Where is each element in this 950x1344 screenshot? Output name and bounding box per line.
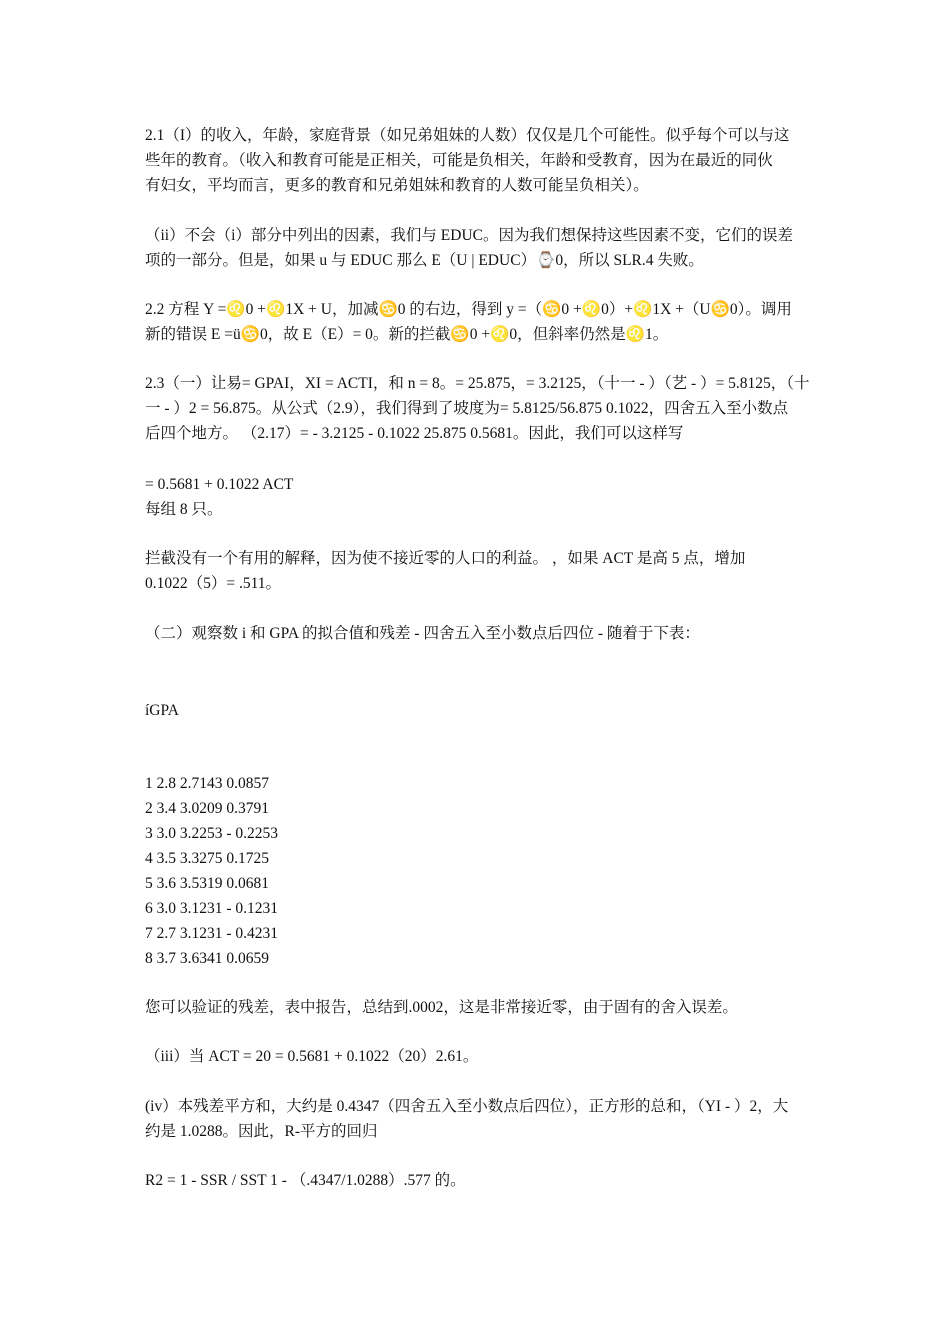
sample-size-line: 每组 8 只。	[145, 501, 223, 518]
para-2-2-line-1: 2.2 方程 Y =♌0 +♌1X + U，加减♋0 的右边，得到 y =（♋0 +♌0）+♌1X +（U♋0）。调用	[145, 301, 792, 318]
para-2-1-ii-line-2: 项的一部分。但是，如果 u 与 EDUC 那么 E（U | EDUC）⌚0，所以 SLR.4 失败。	[145, 252, 704, 269]
table-row: 6 3.0 3.1231 - 0.1231	[145, 900, 279, 917]
table-header: íGPA	[145, 702, 179, 719]
regression-equation: = 0.5681 + 0.1022 ACT	[145, 476, 294, 493]
intercept-line-2: 0.1022（5）= .511。	[145, 575, 282, 592]
intercept-line-1: 拦截没有一个有用的解释，因为使不接近零的人口的利益。 ，如果 ACT 是高 5 点，增加	[145, 550, 746, 567]
para-2-1-line-2: 些年的教育。（收入和教育可能是正相关，可能是负相关，年龄和受教育，因为在最近的同伙	[145, 152, 773, 169]
part-iv-line-1: (iv）本残差平方和，大约是 0.4347（四舍五入至小数点后四位），正方形的总和，（YI - ）2，大	[145, 1098, 789, 1115]
para-2-3-line-2: 一 - ）2 = 56.875。从公式（2.9），我们得到了坡度为= 5.8125/56.875 0.1022，四舍五入至小数点	[145, 400, 789, 417]
para-2-3-line-1: 2.3（一）让易= GPAI，XI = ACTI，和 n = 8。= 25.875，= 3.2125，（十一 - ）（艺 - ）= 5.8125，（十	[145, 375, 810, 392]
para-2-1-line-3: 有妇女，平均而言，更多的教育和兄弟姐妹和教育的人数可能呈负相关）。	[145, 177, 649, 194]
table-row: 4 3.5 3.3275 0.1725	[145, 850, 269, 867]
table-row: 1 2.8 2.7143 0.0857	[145, 775, 269, 792]
verify-residuals: 您可以验证的残差，表中报告，总结到.0002，这是非常接近零，由于固有的舍入误差。	[145, 999, 738, 1016]
r-squared-equation: R2 = 1 - SSR / SST 1 - （.4347/1.0288）.577 的。	[145, 1172, 466, 1189]
table-row: 3 3.0 3.2253 - 0.2253	[145, 825, 279, 842]
para-2-1-line-1: 2.1（I）的收入，年龄，家庭背景（如兄弟姐妹的人数）仅仅是几个可能性。似乎每个可以与这	[145, 127, 790, 144]
table-row: 7 2.7 3.1231 - 0.4231	[145, 925, 279, 942]
table-row: 8 3.7 3.6341 0.0659	[145, 950, 269, 967]
part-iv-line-2: 约是 1.0288。因此，R-平方的回归	[145, 1123, 378, 1140]
table-row: 2 3.4 3.0209 0.3791	[145, 800, 269, 817]
part-ii-intro: （二）观察数 i 和 GPA 的拟合值和残差 - 四舍五入至小数点后四位 - 随着于下表：	[145, 625, 700, 642]
part-iii: （iii）当 ACT = 20 = 0.5681 + 0.1022（20）2.61。	[145, 1048, 479, 1065]
para-2-1-ii-line-1: （ii）不会（i）部分中列出的因素，我们与 EDUC。因为我们想保持这些因素不变，它们的误差	[145, 227, 793, 244]
para-2-3-line-3: 后四个地方。 （2.17）= - 3.2125 - 0.1022 25.875 0.5681。因此，我们可以这样写	[145, 425, 684, 442]
para-2-2-line-2: 新的错误 E =ü♋0，故 E（E）= 0。新的拦截♋0 +♌0，但斜率仍然是♌1。	[145, 326, 669, 343]
table-row: 5 3.6 3.5319 0.0681	[145, 875, 269, 892]
